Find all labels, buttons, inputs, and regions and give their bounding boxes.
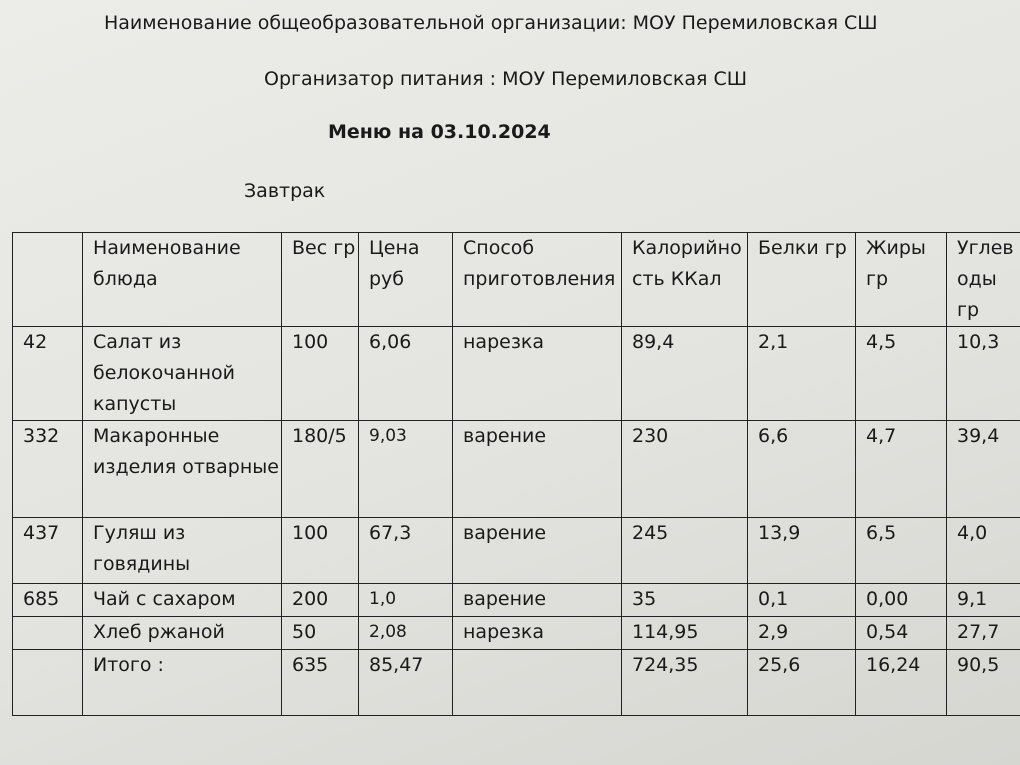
cell-kcal: 89,4	[622, 327, 748, 421]
caterer-line: Организатор питания : МОУ Перемиловская СШ	[264, 68, 748, 90]
cell-kcal: 35	[622, 584, 748, 617]
menu-table	[12, 232, 1020, 716]
cell-name: Хлеб ржаной	[83, 617, 282, 650]
cell-protein: 13,9	[748, 518, 856, 584]
table-row	[13, 584, 1020, 617]
col-header-price: Цена руб	[359, 233, 453, 327]
col-header-name: Наименование блюда	[83, 233, 282, 327]
cell-price: 1,0	[359, 584, 453, 617]
cell-code: 437	[13, 518, 83, 584]
total-price: 85,47	[359, 650, 453, 716]
cell-weight: 200	[282, 584, 359, 617]
cell-weight: 50	[282, 617, 359, 650]
total-label: Итого :	[83, 650, 282, 716]
cell-price: 2,08	[359, 617, 453, 650]
col-header-weight: Вес гр	[282, 233, 359, 327]
meal-name: Завтрак	[244, 180, 326, 202]
col-header-protein: Белки гр	[748, 233, 856, 327]
cell-name: Макаронные изделия отварные	[83, 421, 282, 518]
cell-kcal: 230	[622, 421, 748, 518]
table-header-row	[13, 233, 1020, 327]
cell-carbs: 10,3	[947, 327, 1020, 421]
cell-carbs: 9,1	[947, 584, 1020, 617]
cell-carbs: 27,7	[947, 617, 1020, 650]
cell-kcal: 114,95	[622, 617, 748, 650]
menu-date: Меню на 03.10.2024	[328, 121, 551, 143]
cell-fat: 6,5	[856, 518, 947, 584]
table-total-row	[13, 650, 1020, 716]
total-fat: 16,24	[856, 650, 947, 716]
col-header-carbs: Углеводы гр	[947, 233, 1020, 327]
cell-fat: 4,7	[856, 421, 947, 518]
cell-kcal: 245	[622, 518, 748, 584]
table-row	[13, 421, 1020, 518]
total-method	[453, 650, 622, 716]
col-header-method: Способ приготовления	[453, 233, 622, 327]
total-carbs: 90,5	[947, 650, 1020, 716]
col-header-fat: Жиры гр	[856, 233, 947, 327]
cell-carbs: 39,4	[947, 421, 1020, 518]
cell-price: 6,06	[359, 327, 453, 421]
cell-method: варение	[453, 518, 622, 584]
table-row	[13, 327, 1020, 421]
table-row	[13, 518, 1020, 584]
total-kcal: 724,35	[622, 650, 748, 716]
cell-protein: 2,9	[748, 617, 856, 650]
cell-fat: 0,54	[856, 617, 947, 650]
total-weight: 635	[282, 650, 359, 716]
cell-protein: 2,1	[748, 327, 856, 421]
cell-name: Салат из белокочанной капусты	[83, 327, 282, 421]
cell-name: Гуляш из говядины	[83, 518, 282, 584]
cell-weight: 180/5	[282, 421, 359, 518]
cell-weight: 100	[282, 518, 359, 584]
cell-protein: 0,1	[748, 584, 856, 617]
cell-method: варение	[453, 584, 622, 617]
total-protein: 25,6	[748, 650, 856, 716]
cell-price: 67,3	[359, 518, 453, 584]
cell-fat: 4,5	[856, 327, 947, 421]
cell-code	[13, 650, 83, 716]
cell-code: 42	[13, 327, 83, 421]
cell-code	[13, 617, 83, 650]
cell-code: 332	[13, 421, 83, 518]
cell-method: нарезка	[453, 617, 622, 650]
table-row	[13, 617, 1020, 650]
col-header-kcal: Калорийность ККал	[622, 233, 748, 327]
cell-weight: 100	[282, 327, 359, 421]
cell-carbs: 4,0	[947, 518, 1020, 584]
cell-method: нарезка	[453, 327, 622, 421]
cell-name: Чай с сахаром	[83, 584, 282, 617]
cell-code: 685	[13, 584, 83, 617]
cell-price: 9,03	[359, 421, 453, 518]
cell-method: варение	[453, 421, 622, 518]
col-header-code	[13, 233, 83, 327]
cell-protein: 6,6	[748, 421, 856, 518]
organization-title: Наименование общеобразовательной организации: МОУ Перемиловская СШ	[104, 12, 878, 34]
cell-fat: 0,00	[856, 584, 947, 617]
